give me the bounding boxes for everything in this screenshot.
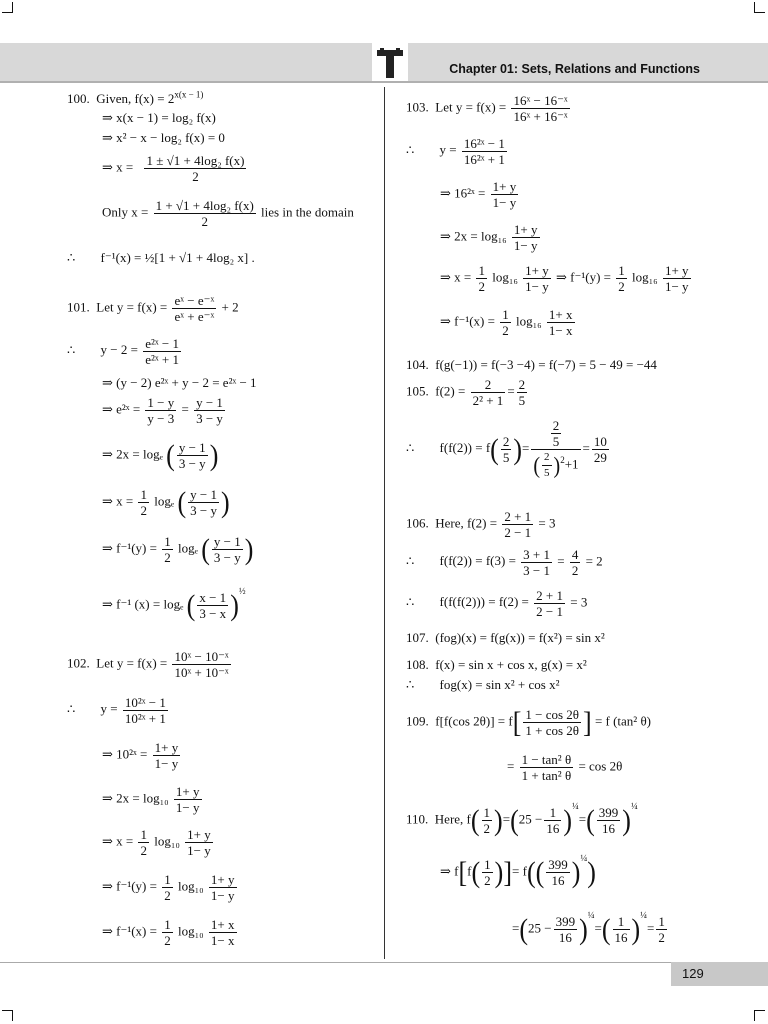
fraction: $\frac{1+ y}{1- y}$: [492, 179, 517, 210]
question-number: 101.: [67, 299, 90, 315]
fraction: $\frac{399}{16}$: [548, 857, 568, 888]
q105-line-1: 105. f(2) = $\frac{2}{\text{2² + 1}}$ = $\frac{2}{5}$: [406, 377, 526, 408]
fraction: $\frac{1}{2}$: [502, 307, 509, 338]
q101-line-7: ⇒ f⁻¹(y) = $\frac{1}{2}$ logₑ ( $\frac{y - 1}{3 - y}$ ): [102, 532, 254, 566]
fraction: $\frac{2}{5}$: [502, 434, 510, 465]
question-number: 100.: [67, 91, 90, 106]
therefore-symbol: ∴: [406, 440, 415, 456]
question-number: 110.: [406, 811, 429, 827]
fraction: $\frac{1+ y}{1- y}$: [525, 263, 549, 294]
fraction: $\frac{x - 1}{3 - x}$: [199, 590, 227, 621]
question-number: 109.: [406, 713, 429, 729]
q102-line-2: ∴ y = $\frac{\text{10²ˣ − 1}}{\text{10²ˣ + 1}}$: [67, 695, 166, 726]
fraction: $\frac{399}{16}$: [598, 805, 619, 836]
fraction: $\frac{1 - \cos 2\theta}{1 + \cos 2\theta}$: [525, 707, 580, 738]
fraction: $\frac{1}{2}$: [164, 872, 171, 903]
question-number: 105.: [406, 383, 429, 399]
fraction: $\frac{y - 1}{3 - y}$: [178, 440, 206, 471]
fraction: $\frac{1 - y}{y - 3}$: [147, 395, 175, 426]
therefore-symbol: ∴: [406, 594, 415, 610]
fraction: $\frac{1}{2}$: [164, 917, 171, 948]
fraction: $\frac{1+ y}{1- y}$: [210, 872, 235, 903]
q102-line-7: ⇒ f⁻¹(x) = $\frac{1}{2}$ log₁₀ $\frac{1+ x}{1- x}$: [102, 917, 235, 948]
q106-line-2: ∴ f(f(2)) = f(3) = $\frac{3 + 1}{3 - 1}$ = $\frac{4}{2}$ = 2: [406, 547, 603, 578]
fraction: $\frac{1}{2}$: [140, 827, 147, 858]
fraction: $\frac{1}{2}$: [658, 914, 665, 945]
fraction: $\frac{1}{2}$: [618, 263, 625, 294]
chapter-title: Chapter 01: Sets, Relations and Functions: [449, 62, 700, 76]
fraction: $\frac{2 + 1}{2 - 1}$: [536, 588, 563, 619]
fraction: $\frac{2}{\text{2² + 1}}$: [472, 377, 504, 408]
q101-line-8: ⇒ f⁻¹ (x) = logₑ ( $\frac{x - 1}{3 - x}$ )½: [102, 586, 246, 622]
fraction: $\frac{1+ y}{1- y}$: [187, 827, 211, 858]
question-number: 108.: [406, 657, 429, 672]
q109-line-2: = $\frac{\text{1 − tan² θ}}{\text{1 + tan² θ}}$ = cos 2θ: [507, 752, 623, 783]
fraction: $\frac{\text{e²ˣ − 1}}{\text{e²ˣ + 1}}$: [145, 336, 179, 367]
footer-rule: [0, 962, 768, 963]
fraction: $\frac{399}{16}$: [555, 914, 576, 945]
therefore-symbol: ∴: [67, 342, 76, 358]
q109-line-1: 109. f[f(cos 2θ)] = f[ $\frac{1 - \cos 2\theta}{1 + \cos 2\theta}$ ] = f (tan² θ): [406, 705, 652, 739]
publisher-logo-icon: [374, 46, 406, 80]
q103-line-2: ∴ y = $\frac{\text{16²ˣ − 1}}{\text{16²ˣ + 1}}$: [406, 136, 505, 167]
q103-line-4: ⇒ 2x = log₁₆ $\frac{1+ y}{1- y}$: [440, 222, 538, 253]
fraction: $\frac{1}{2}$: [483, 805, 491, 836]
fraction: $\frac{1}{2}$: [140, 487, 147, 518]
q100-line-2: ⇒ x(x − 1) = log₂ f(x): [102, 110, 216, 125]
fraction: $\frac{2}{5}$: [518, 377, 526, 408]
fraction: $\frac{3 + 1}{3 - 1}$: [523, 547, 550, 578]
q100-line-3: ⇒ x² − x − log₂ f(x) = 0: [102, 130, 225, 145]
q104-line-1: 104. f(g(−1)) = f(−3 −4) = f(−7) = 5 − 49 = −44: [406, 357, 657, 372]
column-divider: [384, 87, 385, 959]
q101-line-4: ⇒ e²ˣ = $\frac{1 - y}{y - 3}$ = $\frac{y - 1}{3 - y}$: [102, 395, 223, 426]
fraction: $\frac{y - 1}{3 - y}$: [213, 534, 241, 565]
question-number: 106.: [406, 515, 429, 531]
fraction: $\frac{\text{1 + √1 + 4log₂ f(x)}}{2}$: [155, 198, 254, 229]
q101-line-6: ⇒ x = $\frac{1}{2}$ logₑ ( $\frac{y - 1}{3 - y}$ ): [102, 485, 230, 519]
q100-line-4: ⇒ x = $\frac{\text{1 ± √1 + 4log₂ f(x)}}{2}$: [102, 153, 245, 184]
q102-line-3: ⇒ 10²ˣ = $\frac{1+ y}{1- y}$: [102, 740, 179, 771]
crop-mark-top-left: [2, 2, 13, 13]
fraction: $\frac{10}{29}$: [593, 434, 607, 465]
fraction: $\frac{\text{16ˣ − 16⁻ˣ}}{\text{16ˣ + 16⁻ˣ}}$: [513, 93, 568, 124]
q110-line-2: ⇒ f[f( $\frac{1}{2}$ )]= f(( $\frac{399}{16}$ )¼): [440, 853, 596, 889]
fraction: $\frac{y - 1}{3 - y}$: [196, 395, 223, 426]
question-number: 102.: [67, 655, 90, 671]
q103-line-5: ⇒ x = $\frac{1}{2}$ log₁₆ $\frac{1+ y}{1- y}$ ⇒ f⁻¹(y) = $\frac{1}{2}$ log₁₆ $\frac{1+ y}{1- y}$: [440, 263, 689, 294]
fraction: $\frac{2}{5}$ ( $\frac{2}{5}$ )$^2$+1: [533, 418, 579, 479]
q106-line-3: ∴ f(f(f(2))) = f(2) = $\frac{2 + 1}{2 - 1}$ = 3: [406, 588, 588, 619]
crop-mark-bottom-left: [2, 1010, 13, 1021]
q103-line-3: ⇒ 16²ˣ = $\frac{1+ y}{1- y}$: [440, 179, 517, 210]
fraction: $\frac{1+ y}{1- y}$: [664, 263, 689, 294]
fraction: $\frac{1}{2}$: [484, 857, 491, 888]
fraction: $\frac{\text{1 ± √1 + 4log₂ f(x)}}{2}$: [146, 153, 245, 184]
therefore-symbol: ∴: [406, 142, 415, 158]
q102-line-6: ⇒ f⁻¹(y) = $\frac{1}{2}$ log₁₀ $\frac{1+ y}{1- y}$: [102, 872, 235, 903]
fraction: $\frac{1+ y}{1- y}$: [154, 740, 179, 771]
fraction: $\frac{1+ y}{1- y}$: [175, 784, 200, 815]
crop-mark-top-right: [754, 2, 765, 13]
header-rule: [0, 81, 768, 83]
therefore-symbol: ∴: [406, 677, 415, 692]
q103-line-6: ⇒ f⁻¹(x) = $\frac{1}{2}$ log₁₆ $\frac{1+ x}{1- x}$: [440, 307, 573, 338]
question-number: 104.: [406, 357, 429, 372]
q100-line-6: ∴ f⁻¹(x) = ½[1 + √1 + 4log₂ x] .: [67, 250, 255, 265]
q107-line-1: 107. (fog)(x) = f(g(x)) = f(x²) = sin x²: [406, 630, 605, 645]
q108-line-1: 108. f(x) = sin x + cos x, g(x) = x²: [406, 657, 587, 672]
q105-line-2: ∴ f(f(2)) = f( $\frac{2}{5}$ )= $\frac{2}{5}$ ( $\frac{2}{5}$ )$^2$+1 = $\frac{10}{29}$: [406, 418, 607, 479]
fraction: $\frac{1}{2}$: [478, 263, 485, 294]
fraction: $\frac{\text{10ˣ − 10⁻ˣ}}{\text{10ˣ + 10⁻ˣ}}$: [174, 649, 229, 680]
fraction: $\frac{1+ x}{1- x}$: [548, 307, 573, 338]
q106-line-1: 106. Here, f(2) = $\frac{2 + 1}{2 - 1}$ = 3: [406, 509, 556, 540]
fraction: $\frac{4}{2}$: [571, 547, 579, 578]
fraction: $\frac{y - 1}{3 - y}$: [190, 487, 217, 518]
question-number: 103.: [406, 99, 429, 115]
fraction: $\frac{\text{eˣ − e⁻ˣ}}{\text{eˣ + e⁻ˣ}}$: [174, 293, 215, 324]
q102-line-5: ⇒ x = $\frac{1}{2}$ log₁₀ $\frac{1+ y}{1- y}$: [102, 827, 211, 858]
fraction: $\frac{\text{10²ˣ − 1}}{\text{10²ˣ + 1}}$: [124, 695, 166, 726]
fraction: $\frac{\text{1 − tan² θ}}{\text{1 + tan² θ}}$: [521, 752, 572, 783]
q101-line-2: ∴ y − 2 = $\frac{\text{e²ˣ − 1}}{\text{e²ˣ + 1}}$: [67, 336, 179, 367]
therefore-symbol: ∴: [67, 701, 76, 717]
q103-line-1: 103. Let y = f(x) = $\frac{\text{16ˣ − 16⁻ˣ}}{\text{16ˣ + 16⁻ˣ}}$: [406, 93, 568, 124]
fraction: $\frac{1+ y}{1- y}$: [513, 222, 538, 253]
therefore-symbol: ∴: [67, 250, 76, 265]
q100-line-5: Only x = $\frac{\text{1 + √1 + 4log₂ f(x)}}{2}$ lies in the domain: [102, 198, 354, 229]
fraction: $\frac{1}{16}$: [614, 914, 628, 945]
fraction: $\frac{1}{16}$: [546, 805, 560, 836]
q108-line-2: ∴ fog(x) = sin x² + cos x²: [406, 677, 560, 692]
q102-line-4: ⇒ 2x = log₁₀ $\frac{1+ y}{1- y}$: [102, 784, 200, 815]
q101-line-5: ⇒ 2x = logₑ ( $\frac{y - 1}{3 - y}$ ): [102, 438, 219, 472]
crop-mark-bottom-right: [754, 1010, 765, 1021]
q110-line-1: 110. Here, f( $\frac{1}{2}$ )=(25 − $\frac{1}{16}$ )¼=( $\frac{399}{16}$ )¼: [406, 801, 638, 837]
q102-line-1: 102. Let y = f(x) = $\frac{\text{10ˣ − 10⁻ˣ}}{\text{10ˣ + 10⁻ˣ}}$: [67, 649, 229, 680]
fraction: $\frac{2 + 1}{2 - 1}$: [504, 509, 532, 540]
q100-line-1: 100. Given, $f(x) = 2^{x(x - 1)}$: [67, 89, 204, 106]
q101-line-3: ⇒ (y − 2) e²ˣ + y − 2 = e²ˣ − 1: [102, 375, 257, 390]
fraction: $\frac{1+ x}{1- x}$: [210, 917, 235, 948]
therefore-symbol: ∴: [406, 553, 415, 569]
page-number: 129: [682, 966, 704, 981]
fraction: $\frac{1}{2}$: [164, 534, 171, 565]
q110-line-3: =(25 − $\frac{399}{16}$ )¼=( $\frac{1}{16}$ )¼= $\frac{1}{2}$: [512, 910, 665, 946]
fraction: $\frac{\text{16²ˣ − 1}}{\text{16²ˣ + 1}}$: [463, 136, 505, 167]
q101-line-1: 101. Let y = f(x) = $\frac{\text{eˣ − e⁻ˣ}}{\text{eˣ + e⁻ˣ}}$ + 2: [67, 293, 239, 324]
question-number: 107.: [406, 630, 429, 645]
